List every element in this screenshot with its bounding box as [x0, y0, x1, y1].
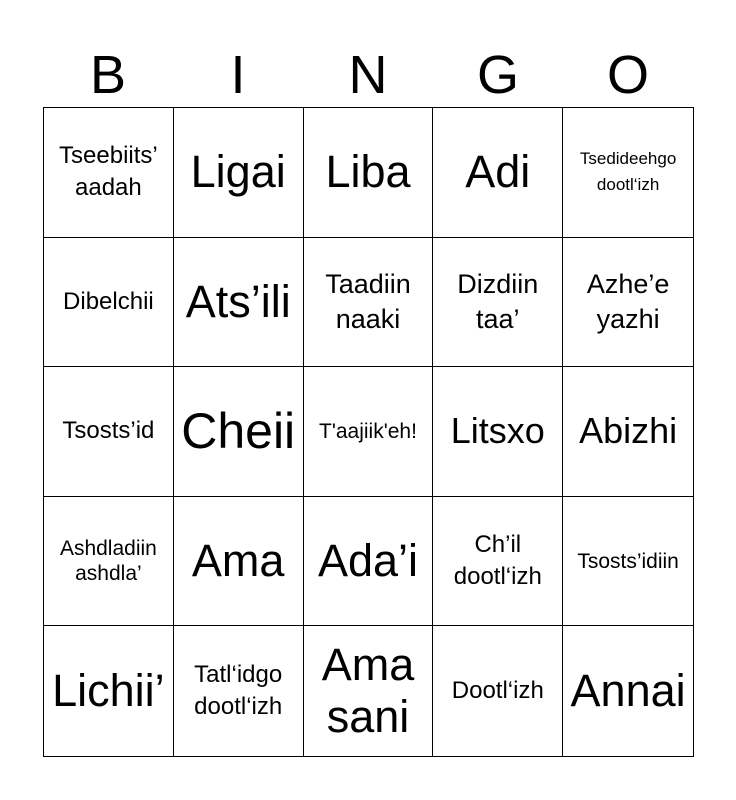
header-letter-g: G [476, 45, 519, 105]
bingo-cell[interactable]: Abizhi [563, 367, 693, 497]
bingo-cell[interactable]: Ada’i [304, 497, 434, 627]
bingo-header [43, 42, 693, 108]
bingo-cell[interactable]: Tsedideehgo dootl‘izh [563, 108, 693, 238]
bingo-cell[interactable]: Lichii’ [44, 626, 174, 756]
bingo-cell[interactable]: Litsxo [433, 367, 563, 497]
bingo-cell[interactable]: Tsosts’idiin [563, 497, 693, 627]
bingo-cell free-space[interactable]: T'aajiik'eh! [304, 367, 434, 497]
header-letter-n: N [348, 45, 388, 105]
bingo-cell[interactable]: Cheii [174, 367, 304, 497]
bingo-cell[interactable]: Ligai [174, 108, 304, 238]
bingo-cell[interactable]: Tsosts’id [44, 367, 174, 497]
header-letter-i: I [230, 45, 246, 105]
bingo-cell[interactable]: Ch’il dootl‘izh [433, 497, 563, 627]
bingo-cell[interactable]: Ashdladiin ashdla’ [44, 497, 174, 627]
bingo-cell[interactable]: Adi [433, 108, 563, 238]
bingo-cell[interactable]: Dibelchii [44, 238, 174, 368]
header-letter-b: B [89, 45, 127, 105]
bingo-cell[interactable]: Ats’ili [174, 238, 304, 368]
bingo-cell[interactable]: Tseebiits’ aadah [44, 108, 174, 238]
bingo-cell[interactable]: Tatl‘idgo dootl‘izh [174, 626, 304, 756]
header-letter-o: O [606, 45, 649, 105]
bingo-cell[interactable]: Liba [304, 108, 434, 238]
bingo-board [43, 107, 694, 757]
bingo-cell[interactable]: Ama [174, 497, 304, 627]
bingo-cell[interactable]: Annai [570, 665, 686, 717]
bingo-cell[interactable]: Dootl‘izh [433, 626, 563, 756]
bingo-cell[interactable]: Ama sani [304, 626, 434, 756]
bingo-cell[interactable]: Dizdiin taa’ [433, 238, 563, 368]
bingo-cell[interactable]: Taadiin naaki [304, 238, 434, 368]
bingo-cell[interactable]: Azhe’e yazhi [563, 238, 693, 368]
